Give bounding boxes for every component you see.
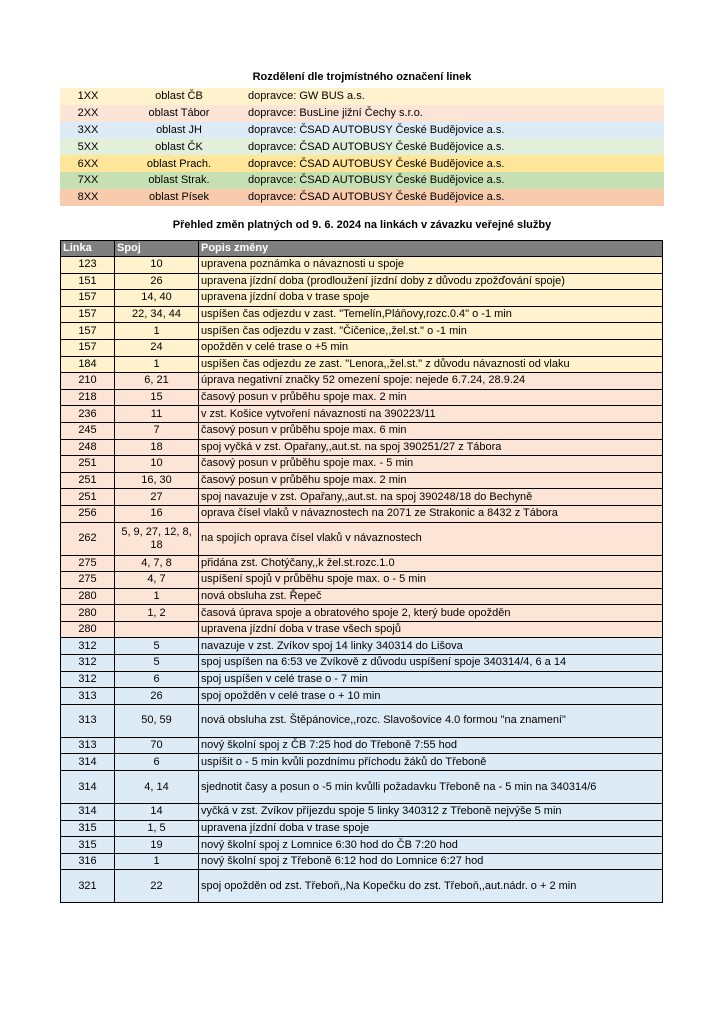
legend-carrier: dopravce: ČSAD AUTOBUSY České Budějovice a.s. [248,174,505,187]
legend-area: oblast Prach. [146,157,212,170]
cell-description: upravena jízdní doba v trase spoje [199,290,663,307]
cell-line: 316 [61,853,115,870]
cell-line: 256 [61,505,115,522]
cell-trip: 4, 7, 8 [115,555,199,572]
cell-trip: 1 [115,588,199,605]
cell-trip: 5 [115,638,199,655]
legend-area: oblast ČK [155,140,203,153]
cell-line: 314 [61,754,115,771]
legend-area: oblast Strak. [148,174,210,187]
legend-carrier: dopravce: ČSAD AUTOBUSY České Budějovice a.s. [248,123,505,136]
cell-line: 315 [61,820,115,837]
table-row [61,356,663,373]
cell-description: spoj uspíšen na 6:53 ve Zvíkově z důvodu uspíšení spoje 340314/4, 6 a 14 [199,655,663,672]
legend-code: 8XX [77,191,99,204]
cell-trip: 10 [115,257,199,274]
cell-trip: 1 [115,323,199,340]
cell-trip: 16 [115,505,199,522]
cell-line: 218 [61,389,115,406]
cell-trip: 26 [115,273,199,290]
cell-line: 280 [61,621,115,638]
cell-trip: 22 [115,870,199,903]
table-row [61,456,663,473]
table-row [61,522,663,555]
table-row [61,422,663,439]
legend-carrier: dopravce: ČSAD AUTOBUSY České Budějovice a.s. [248,191,505,204]
cell-line: 262 [61,522,115,555]
cell-description: spoj opožděn od zst. Třeboň,,Na Kopečku do zst. Třeboň,,aut.nádr. o + 2 min [199,870,663,903]
table-row [61,605,663,622]
legend-carrier: dopravce: BusLine jižní Čechy s.r.o. [248,107,423,120]
cell-line: 315 [61,837,115,854]
cell-line: 314 [61,771,115,804]
changes-body [61,257,663,903]
cell-trip: 5 [115,655,199,672]
cell-line: 210 [61,373,115,390]
cell-description: vyčká v zst. Zvíkov příjezdu spoje 5 linky 340312 z Třeboně nejvýše 5 min [199,804,663,821]
cell-line: 157 [61,339,115,356]
table-row [61,273,663,290]
cell-line: 313 [61,737,115,754]
legend-area: oblast JH [156,123,202,136]
line-numbering-legend [60,88,664,206]
cell-description: nový školní spoj z Lomnice 6:30 hod do ČB 7:20 hod [199,837,663,854]
table-row [61,373,663,390]
cell-trip: 1 [115,356,199,373]
table-row [61,754,663,771]
cell-description: uspíšen čas odjezdu v zast. "Čičenice,,žel.st." o -1 min [199,323,663,340]
cell-trip: 10 [115,456,199,473]
changes-title: Přehled změn platných od 9. 6. 2024 na linkách v závazku veřejné služby [172,219,552,231]
legend-title: Rozdělení dle trojmístného označení linek [252,71,472,83]
cell-description: nová obsluha zst. Řepeč [199,588,663,605]
cell-description: na spojích oprava čísel vlaků v návaznostech [199,522,663,555]
legend-row [60,189,664,206]
cell-description: nový školní spoj z ČB 7:25 hod do Třeboně 7:55 hod [199,737,663,754]
cell-description: navazuje v zst. Zvíkov spoj 14 linky 340314 do Lišova [199,638,663,655]
cell-trip: 24 [115,339,199,356]
table-row [61,837,663,854]
cell-trip: 1 [115,853,199,870]
cell-trip: 26 [115,688,199,705]
cell-description: upravena poznámka o návaznosti u spoje [199,257,663,274]
table-row [61,804,663,821]
legend-area: oblast Písek [149,191,209,204]
table-row [61,820,663,837]
cell-line: 245 [61,422,115,439]
cell-trip: 5, 9, 27, 12, 8, 18 [115,522,199,555]
cell-line: 251 [61,489,115,506]
table-row [61,257,663,274]
cell-description: uspíšen čas odjezdu v zast. "Temelín,Pláňovy,rozc.0.4" o -1 min [199,306,663,323]
legend-row [60,155,664,172]
cell-trip: 11 [115,406,199,423]
cell-description: oprava čísel vlaků v návaznostech na 2071 ze Strakonic a 8432 z Tábora [199,505,663,522]
cell-description: časový posun v průběhu spoje max. 6 min [199,422,663,439]
cell-line: 157 [61,323,115,340]
legend-code: 2XX [77,107,99,120]
changes-table [60,240,663,903]
cell-description: upravena jízdní doba v trase spoje [199,820,663,837]
cell-description: nový školní spoj z Třeboně 6:12 hod do Lomnice 6:27 hod [199,853,663,870]
cell-trip: 7 [115,422,199,439]
cell-trip: 18 [115,439,199,456]
cell-description: sjednotit časy a posun o -5 min kvůlli požadavku Třeboně na - 5 min na 340314/6 [199,771,663,804]
table-row [61,339,663,356]
table-row [61,572,663,589]
legend-row [60,88,664,105]
cell-description: časový posun v průběhu spoje max. 2 min [199,472,663,489]
table-row [61,853,663,870]
cell-description: uspíšení spojů v průběhu spoje max. o - 5 min [199,572,663,589]
cell-trip: 14 [115,804,199,821]
table-row [61,555,663,572]
cell-trip: 6 [115,754,199,771]
cell-trip: 15 [115,389,199,406]
table-row [61,638,663,655]
legend-code: 7XX [77,174,99,187]
cell-description: spoj uspíšen v celé trase o - 7 min [199,671,663,688]
table-row [61,389,663,406]
cell-line: 248 [61,439,115,456]
legend-carrier: dopravce: GW BUS a.s. [248,90,365,103]
table-row [61,323,663,340]
table-row [61,737,663,754]
cell-line: 312 [61,638,115,655]
cell-description: upravena jízdní doba v trase všech spojů [199,621,663,638]
cell-line: 312 [61,671,115,688]
table-row [61,704,663,737]
legend-carrier: dopravce: ČSAD AUTOBUSY České Budějovice a.s. [248,140,505,153]
cell-description: spoj vyčká v zst. Opařany,,aut.st. na spoj 390251/27 z Tábora [199,439,663,456]
changes-header-row [61,241,663,257]
cell-description: opožděn v celé trase o +5 min [199,339,663,356]
cell-description: časová úprava spoje a obratového spoje 2, který bude opožděn [199,605,663,622]
table-row [61,505,663,522]
cell-line: 312 [61,655,115,672]
table-row [61,588,663,605]
cell-trip: 1, 5 [115,820,199,837]
legend-code: 5XX [77,140,99,153]
cell-trip: 14, 40 [115,290,199,307]
table-row [61,621,663,638]
cell-description: spoj navazuje v zst. Opařany,,aut.st. na spoj 390248/18 do Bechyně [199,489,663,506]
legend-row [60,172,664,189]
legend-row [60,122,664,139]
header-line: Linka [61,241,115,257]
table-row [61,771,663,804]
cell-description: uspíšen čas odjezdu ze zast. "Lenora,,žel.st." z důvodu návaznosti od vlaku [199,356,663,373]
table-row [61,306,663,323]
cell-trip: 16, 30 [115,472,199,489]
legend-area: oblast ČB [155,90,203,103]
cell-description: časový posun v průběhu spoje max. - 5 min [199,456,663,473]
cell-line: 184 [61,356,115,373]
cell-description: přidána zst. Chotýčany,,k žel.st.rozc.1.0 [199,555,663,572]
cell-trip: 27 [115,489,199,506]
cell-trip: 70 [115,737,199,754]
cell-line: 280 [61,605,115,622]
cell-description: spoj opožděn v celé trase o + 10 min [199,688,663,705]
cell-description: upravena jízdní doba (prodloužení jízdní doby z důvodu zpožďování spoje) [199,273,663,290]
cell-line: 251 [61,456,115,473]
cell-trip: 19 [115,837,199,854]
cell-description: časový posun v průběhu spoje max. 2 min [199,389,663,406]
table-row [61,688,663,705]
table-row [61,439,663,456]
table-row [61,870,663,903]
table-row [61,671,663,688]
cell-trip: 1, 2 [115,605,199,622]
cell-trip [115,621,199,638]
cell-line: 314 [61,804,115,821]
table-row [61,290,663,307]
header-description: Popis změny [199,241,663,257]
cell-trip: 22, 34, 44 [115,306,199,323]
table-row [61,406,663,423]
legend-code: 3XX [77,123,99,136]
cell-description: v zst. Košice vytvoření návaznosti na 390223/11 [199,406,663,423]
cell-line: 321 [61,870,115,903]
legend-row [60,138,664,155]
table-row [61,655,663,672]
header-trip: Spoj [115,241,199,257]
cell-line: 313 [61,704,115,737]
cell-line: 275 [61,555,115,572]
legend-code: 6XX [77,157,99,170]
legend-carrier: dopravce: ČSAD AUTOBUSY České Budějovice a.s. [248,157,505,170]
table-row [61,489,663,506]
cell-trip: 50, 59 [115,704,199,737]
cell-line: 157 [61,290,115,307]
cell-line: 251 [61,472,115,489]
legend-row [60,105,664,122]
legend-code: 1XX [77,90,99,103]
cell-description: uspíšit o - 5 min kvůli pozdnímu příchodu žáků do Třeboně [199,754,663,771]
cell-description: úprava negativní značky 52 omezení spoje: nejede 6.7.24, 28.9.24 [199,373,663,390]
cell-line: 236 [61,406,115,423]
legend-area: oblast Tábor [148,107,210,120]
cell-line: 151 [61,273,115,290]
cell-description: nová obsluha zst. Štěpánovice,,rozc. Slavošovice 4.0 formou "na znamení" [199,704,663,737]
cell-line: 280 [61,588,115,605]
cell-line: 275 [61,572,115,589]
cell-line: 313 [61,688,115,705]
cell-trip: 6, 21 [115,373,199,390]
cell-trip: 6 [115,671,199,688]
cell-trip: 4, 14 [115,771,199,804]
cell-line: 157 [61,306,115,323]
cell-trip: 4, 7 [115,572,199,589]
cell-line: 123 [61,257,115,274]
legend-body [60,88,664,206]
table-row [61,472,663,489]
